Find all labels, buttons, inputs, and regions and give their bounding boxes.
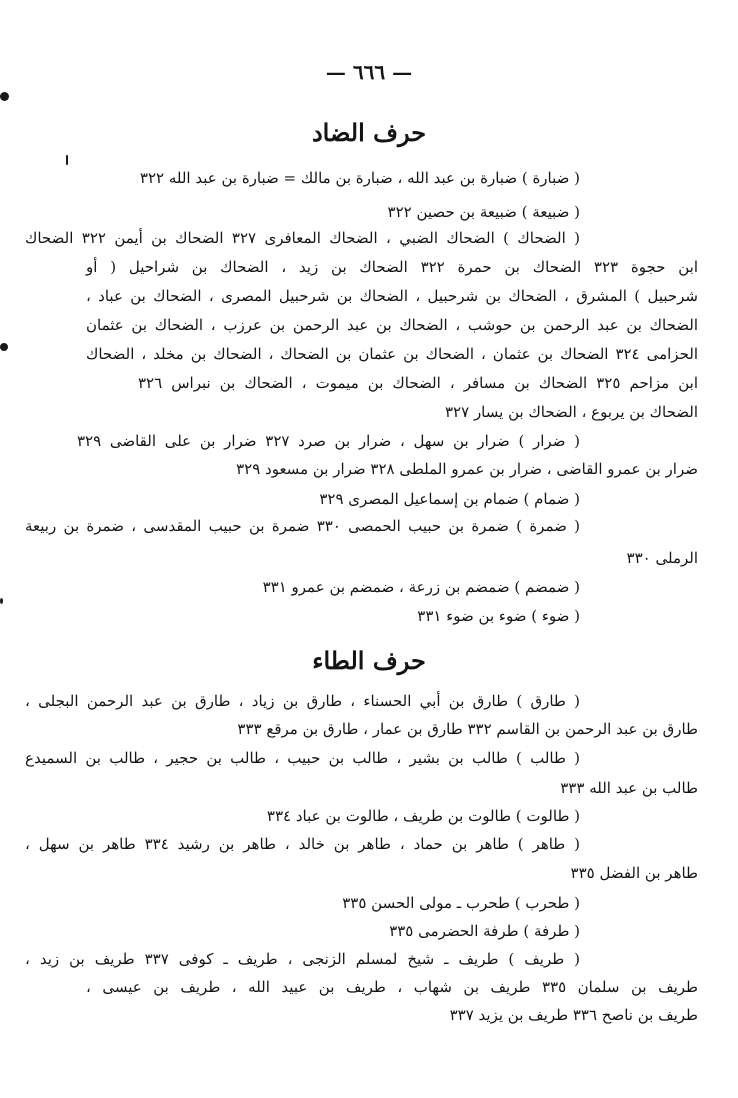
entry-line: ( طاهر ) طاهر بن حماد ، طاهر بن خالد ، طاهر بن رشيد ٣٣٤ طاهر بن سهل ، — [25, 835, 580, 853]
entry-line: طريف بن سلمان ٣٣٥ طريف بن شهاب ، طريف بن عبيد الله ، طريف بن عيسى ، — [86, 978, 698, 996]
entry-line: ( ضمضم ) ضمضم بن زرعة ، ضمضم بن عمرو ٣٣١ — [262, 578, 580, 596]
entry-line: الضحاك بن يربوع ، الضحاك بن يسار ٣٢٧ — [445, 403, 698, 421]
entry-line: ابن حجوة ٣٢٣ الضحاك بن حمرة ٣٢٢ الضحاك بن زيد ، الضحاك بن شراحيل ( أو — [86, 258, 698, 276]
scan-speck — [0, 598, 3, 604]
section-heading-dad: حرف الضاد — [311, 118, 427, 147]
entry-line: ( طارق ) طارق بن أبي الحسناء ، طارق بن زياد ، طارق بن عبد الرحمن البجلى ، — [25, 692, 580, 710]
entry-line: ( ضمرة ) ضمرة بن حبيب الحمصى ٣٣٠ ضمرة بن حبيب المقدسى ، ضمرة بن ربيعة — [25, 517, 581, 535]
entry-line: ( ضرار ) ضرار بن سهل ، ضرار بن صرد ٣٢٧ ضرار بن على القاضى ٣٢٩ — [77, 432, 580, 450]
entry-line: طريف بن ناصح ٣٣٦ طريف بن يزيد ٣٣٧ — [449, 1006, 698, 1024]
entry-line: ( ضبيعة ) ضبيعة بن حصين ٣٢٢ — [387, 203, 580, 221]
entry-line: ( ضوء ) ضوء بن ضوء ٣٣١ — [417, 607, 580, 625]
entry-line: ( ضمام ) ضمام بن إسماعيل المصرى ٣٢٩ — [319, 490, 580, 508]
entry-line: ( طالوت ) طالوت بن طريف ، طالوت بن عباد ٣٣٤ — [266, 807, 580, 825]
entry-line: طالب بن عبد الله ٣٣٣ — [560, 779, 698, 797]
page-number: — ٦٦٦ — — [325, 60, 413, 84]
section-heading-ta: حرف الطاء — [312, 646, 426, 675]
entry-line: ( ضبارة ) ضبارة بن عبد الله ، ضبارة بن مالك = ضبارة بن عبد الله ٣٢٢ — [139, 169, 580, 187]
entry-line: الضحاك بن عبد الرحمن بن حوشب ، الضحاك بن عبد الرحمن بن عرزب ، الضحاك بن عثمان — [86, 316, 698, 334]
entry-line: ( الضحاك ) الضحاك الضبي ، الضحاك المعافرى ٣٢٧ الضحاك بن أيمن ٣٢٢ الضحاك — [25, 229, 580, 247]
entry-line: شرحبيل ) المشرق ، الضحاك بن شرحبيل ، الضحاك بن شرحبيل المصرى ، الضحاك بن عباد ، — [86, 287, 698, 305]
entry-line: طارق بن عبد الرحمن بن القاسم ٣٣٢ طارق بن عمار ، طارق بن مرقع ٣٣٣ — [237, 720, 698, 738]
entry-line: ( طرفة ) طرفة الحضرمى ٣٣٥ — [389, 922, 580, 940]
entry-line: ضرار بن عمرو القاضى ، ضرار بن عمرو الملطى ٣٢٨ ضرار بن مسعود ٣٢٩ — [236, 460, 698, 478]
entry-line: الرملى ٣٣٠ — [626, 549, 698, 567]
entry-line: ( طالب ) طالب بن بشير ، طالب بن حبيب ، طالب بن حجير ، طالب بن السميدع — [25, 749, 580, 767]
scan-speck — [0, 92, 9, 101]
entry-line: ( طحرب ) طحرب ـ مولى الحسن ٣٣٥ — [342, 894, 580, 912]
entry-line: الحزامى ٣٢٤ الضحاك بن عثمان ، الضحاك بن عثمان بن الضحاك ، الضحاك بن مخلد ، الضحاك — [86, 345, 698, 363]
entry-line: طاهر بن الفضل ٣٣٥ — [570, 864, 698, 882]
entry-line: ابن مزاحم ٣٢٥ الضحاك بن مسافر ، الضحاك بن ميموت ، الضحاك بن نبراس ٣٢٦ — [138, 374, 699, 392]
scan-speck — [0, 343, 8, 351]
scan-speck — [66, 155, 68, 165]
entry-line: ( طريف ) طريف ـ شيخ لمسلم الزنجى ، طريف ـ كوفى ٣٣٧ طريف بن زيد ، — [25, 950, 581, 968]
